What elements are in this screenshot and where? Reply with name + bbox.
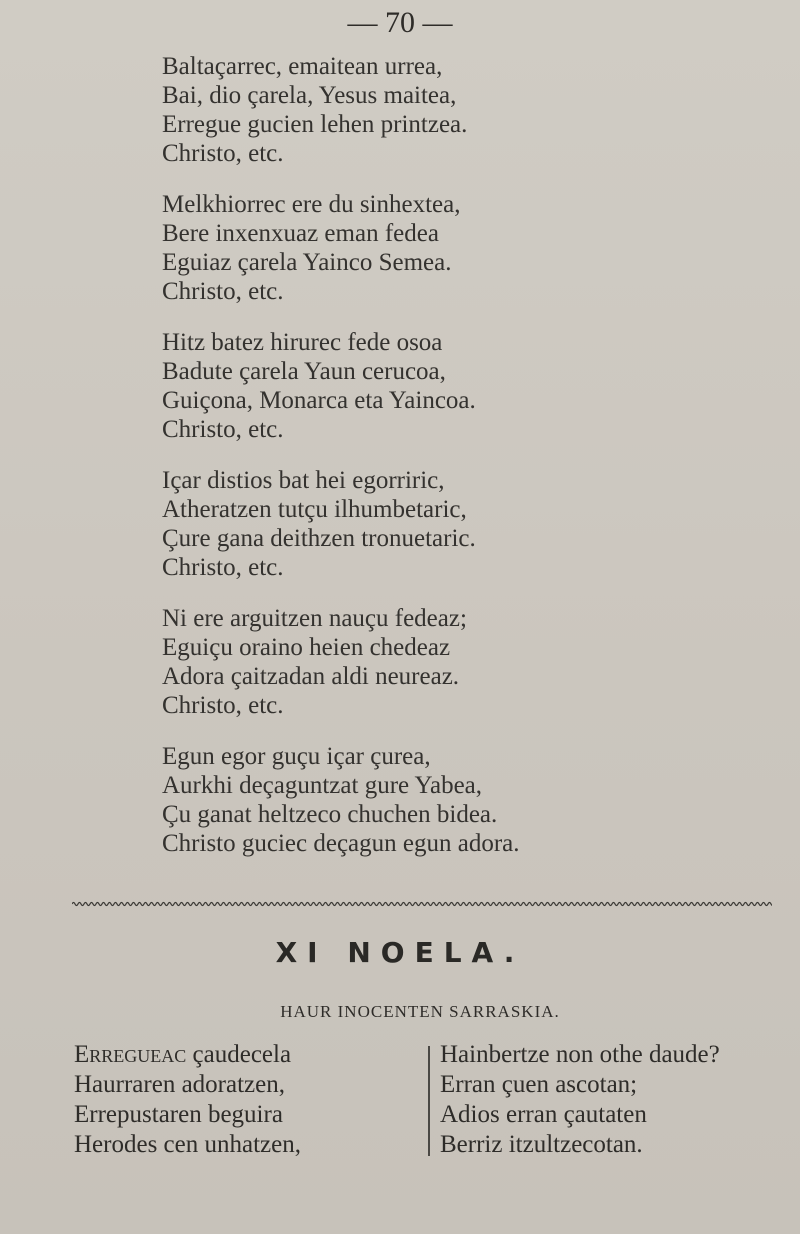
verse-line: Christo guciec deçagun egun adora. [162,830,520,857]
poem-continuation [162,52,762,880]
verse-line: Içar distios bat hei egorriric, [162,467,445,494]
verse-line: Christo, etc. [162,692,284,719]
verse-line: Eguiaz çarela Yainco Semea. [162,249,452,276]
verse-line: Guiçona, Monarca eta Yaincoa. [162,387,476,414]
verse-line: Christo, etc. [162,416,284,443]
stanza [162,604,762,720]
stanza [162,466,762,582]
verse-column-left [74,1040,414,1160]
verse-line-first [74,1040,414,1070]
verse-line: Adios erran çautaten [440,1101,647,1128]
verse-line: Atheratzen tutçu ilhumbetaric, [162,496,467,523]
verse-line: Melkhiorrec ere du sinhextea, [162,191,461,218]
verse-line: Aurkhi deçaguntzat gure Yabea, [162,772,483,799]
verse-line: Badute çarela Yaun cerucoa, [162,358,446,385]
verse-line: Ni ere arguitzen nauçu fedeaz; [162,605,467,632]
wavy-divider [72,900,772,908]
verse-line: Adora çaitzadan aldi neureaz. [162,663,460,690]
stanza [162,328,762,444]
verse-line: Çu ganat heltzeco chuchen bidea. [162,801,498,828]
verse-line: Hainbertze non othe daude? [440,1041,720,1068]
verse-line: Haurraren adoratzen, [74,1071,285,1098]
verse-line: Bai, dio çarela, Yesus maitea, [162,82,457,109]
verse-line: Herodes cen unhatzen, [74,1131,301,1158]
verse-line: Errepustaren beguira [74,1101,283,1128]
verse-line: Christo, etc. [162,278,284,305]
verse-line: Eguiçu oraino heien chedeaz [162,634,451,661]
stanza [162,52,762,168]
verse-line: Erran çuen ascotan; [440,1071,638,1098]
column-rule [428,1046,430,1156]
verse-line: Çure gana deithzen tronuetaric. [162,525,476,552]
drop-word: Erregueac [74,1041,187,1068]
verse-line: Erregue gucien lehen printzea. [162,111,468,138]
verse-line: Baltaçarrec, emaitean urrea, [162,53,443,80]
stanza [162,742,762,858]
verse-line: Christo, etc. [162,554,284,581]
verse-line: Berriz itzultzecotan. [440,1131,643,1158]
verse-line: Egun egor guçu içar çurea, [162,743,431,770]
verse-line: Hitz batez hirurec fede osoa [162,329,443,356]
verse-line: Bere inxenxuaz eman fedea [162,220,439,247]
section-subtitle: HAUR INOCENTEN SARRASKIA. [280,1002,560,1021]
verse-column-right [440,1040,790,1160]
stanza [162,190,762,306]
verse-line-rest: çaudecela [186,1041,292,1068]
section-title: XI NOELA. [275,936,525,969]
verse-line: Christo, etc. [162,140,284,167]
page-number: — 70 — [347,6,453,39]
